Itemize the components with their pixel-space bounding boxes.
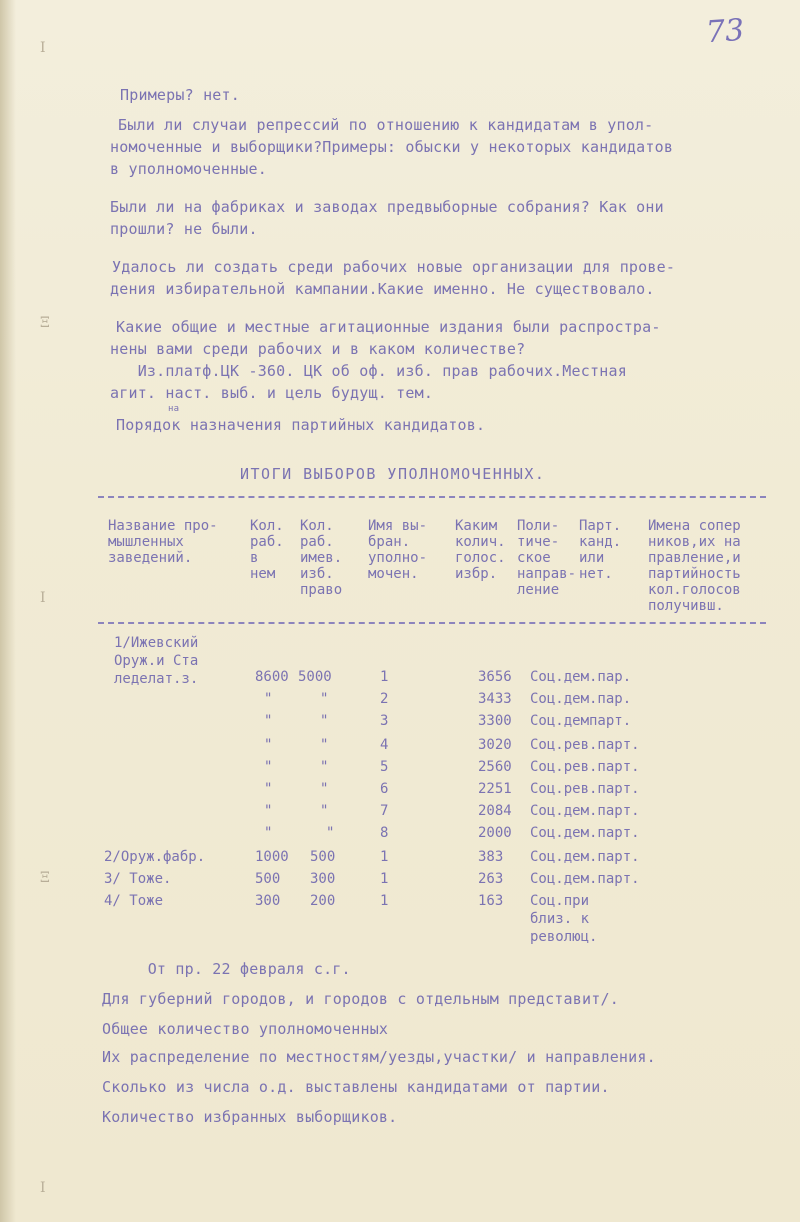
footer-line: Сколько из числа о.д. выставлены кандидатами от партии. <box>102 1078 610 1096</box>
table-cell-voters: 5000 <box>298 669 332 685</box>
table-cell-name: 1/Ижевский Оруж.и Ста леделат.з. <box>114 635 199 687</box>
column-header: Поли- тиче- ское направ- ление <box>517 518 577 598</box>
footer-line: От пр. 22 февраля с.г. <box>120 960 351 978</box>
column-header: Каким колич. голос. избр. <box>455 518 506 582</box>
table-cell-workers: " <box>264 825 273 841</box>
table-cell-number: 5 <box>380 759 389 775</box>
footer-line: Их распределение по местностям/уезды,участки/ и направления. <box>102 1048 656 1066</box>
binding-hole-mark: Ξ <box>40 315 50 331</box>
table-cell-votes: 3433 <box>478 691 512 707</box>
table-cell-votes: 3656 <box>478 669 512 685</box>
table-cell-workers: 300 <box>255 893 281 909</box>
table-cell-number: 1 <box>380 669 389 685</box>
column-header: Название про- мышленных заведений. <box>108 518 218 566</box>
paragraph-line: прошли? не были. <box>110 220 258 238</box>
table-cell-voters: 300 <box>310 871 336 887</box>
column-header: Парт. канд. или нет. <box>579 518 622 582</box>
table-cell-votes: 2084 <box>478 803 512 819</box>
table-cell-votes: 2251 <box>478 781 512 797</box>
paragraph-line: агит. наст. выб. и цель будущ. тем. <box>110 384 434 402</box>
table-cell-number: 2 <box>380 691 389 707</box>
paragraph-line: номоченные и выборщики?Примеры: обыски у некоторых кандидатов <box>110 138 674 156</box>
footer-line: Для губерний городов, и городов с отдельным представит/. <box>102 990 619 1008</box>
paragraph-line: Примеры? нет. <box>120 86 240 104</box>
paragraph-line: Из.платф.ЦК -360. ЦК об оф. изб. прав рабочих.Местная <box>110 362 627 380</box>
page-number: 73 <box>704 12 746 51</box>
paragraph-line: Удалось ли создать среди рабочих новые организации для прове- <box>112 258 676 276</box>
binding-hole-mark: I <box>40 40 46 56</box>
table-cell-workers: " <box>264 737 273 753</box>
table-cell-voters: 200 <box>310 893 336 909</box>
table-cell-name: 4/ Тоже <box>104 893 164 909</box>
column-header: Кол. раб. в нем <box>250 518 284 582</box>
table-cell-number: 1 <box>380 871 389 887</box>
paragraph-line <box>116 414 485 436</box>
table-cell-party: Соц.при близ. к революц. <box>530 893 598 945</box>
table-cell-voters: " <box>320 781 329 797</box>
table-cell-votes: 383 <box>478 849 504 865</box>
table-cell-name: 3/ Тоже. <box>104 871 172 887</box>
table-cell-number: 7 <box>380 803 389 819</box>
table-cell-number: 4 <box>380 737 389 753</box>
table-cell-number: 8 <box>380 825 389 841</box>
column-header: Имена сопер ников,их на правление,и партийность кол.голосов получивш. <box>648 518 741 614</box>
table-cell-voters: " <box>326 825 335 841</box>
table-cell-workers: " <box>264 803 273 819</box>
table-cell-workers: 8600 <box>255 669 289 685</box>
paragraph-line: Были ли на фабриках и заводах предвыборные собрания? Как они <box>110 198 664 216</box>
table-cell-voters: 500 <box>310 849 336 865</box>
paragraph-line: в уполномоченные. <box>110 160 267 178</box>
table-header-rule <box>98 622 766 624</box>
table-cell-party: Соц.рев.парт. <box>530 737 640 753</box>
table-cell-workers: " <box>264 691 273 707</box>
table-cell-votes: 2000 <box>478 825 512 841</box>
table-cell-voters: " <box>320 691 329 707</box>
column-header: Имя вы- бран. уполно- мочен. <box>368 518 428 582</box>
table-cell-number: 3 <box>380 713 389 729</box>
paragraph-line: дения избирательной кампании.Какие именно. Не существовало. <box>110 280 655 298</box>
table-cell-name: 2/Оруж.фабр. <box>104 849 206 865</box>
table-cell-votes: 263 <box>478 871 504 887</box>
table-cell-votes: 3020 <box>478 737 512 753</box>
table-cell-workers: 500 <box>255 871 281 887</box>
table-cell-party: Соц.дем.парт. <box>530 849 640 865</box>
footer-line: Общее количество уполномоченных <box>102 1020 389 1038</box>
table-cell-party: Соц.рев.парт. <box>530 759 640 775</box>
page-edge-shadow <box>0 0 16 1222</box>
paragraph-text: Порядок назначения партийных кандидатов. <box>116 416 486 434</box>
table-cell-votes: 2560 <box>478 759 512 775</box>
table-cell-votes: 163 <box>478 893 504 909</box>
table-cell-party: Соц.дем.парт. <box>530 825 640 841</box>
table-cell-voters: " <box>320 803 329 819</box>
table-cell-party: Соц.дем.парт. <box>530 871 640 887</box>
binding-hole-mark: I <box>40 590 46 606</box>
table-cell-party: Соц.рев.парт. <box>530 781 640 797</box>
table-title: ИТОГИ ВЫБОРОВ УПОЛНОМОЧЕННЫХ. <box>240 465 546 483</box>
paragraph-line: Какие общие и местные агитационные издания были распростра- <box>116 318 661 336</box>
table-cell-voters: " <box>320 713 329 729</box>
binding-hole-mark: Ξ <box>40 870 50 886</box>
paragraph-line: нены вами среди рабочих и в каком количестве? <box>110 340 526 358</box>
table-cell-workers: " <box>264 759 273 775</box>
table-cell-workers: 1000 <box>255 849 289 865</box>
handwritten-correction: на <box>168 404 180 414</box>
table-cell-workers: " <box>264 781 273 797</box>
table-cell-votes: 3300 <box>478 713 512 729</box>
table-cell-party: Соц.дем.пар. <box>530 691 632 707</box>
binding-hole-mark: I <box>40 1180 46 1196</box>
table-cell-party: Соц.демпарт. <box>530 713 632 729</box>
column-header: Кол. раб. имев. изб. право <box>300 518 343 598</box>
table-cell-party: Соц.дем.парт. <box>530 803 640 819</box>
footer-line: Количество избранных выборщиков. <box>102 1108 398 1126</box>
table-cell-number: 1 <box>380 893 389 909</box>
paragraph-line: Были ли случаи репрессий по отношению к кандидатам в упол- <box>118 116 654 134</box>
table-cell-number: 1 <box>380 849 389 865</box>
table-top-rule <box>98 496 766 498</box>
table-cell-party: Соц.дем.пар. <box>530 669 632 685</box>
table-cell-number: 6 <box>380 781 389 797</box>
table-cell-voters: " <box>320 737 329 753</box>
table-cell-workers: " <box>264 713 273 729</box>
table-cell-voters: " <box>320 759 329 775</box>
